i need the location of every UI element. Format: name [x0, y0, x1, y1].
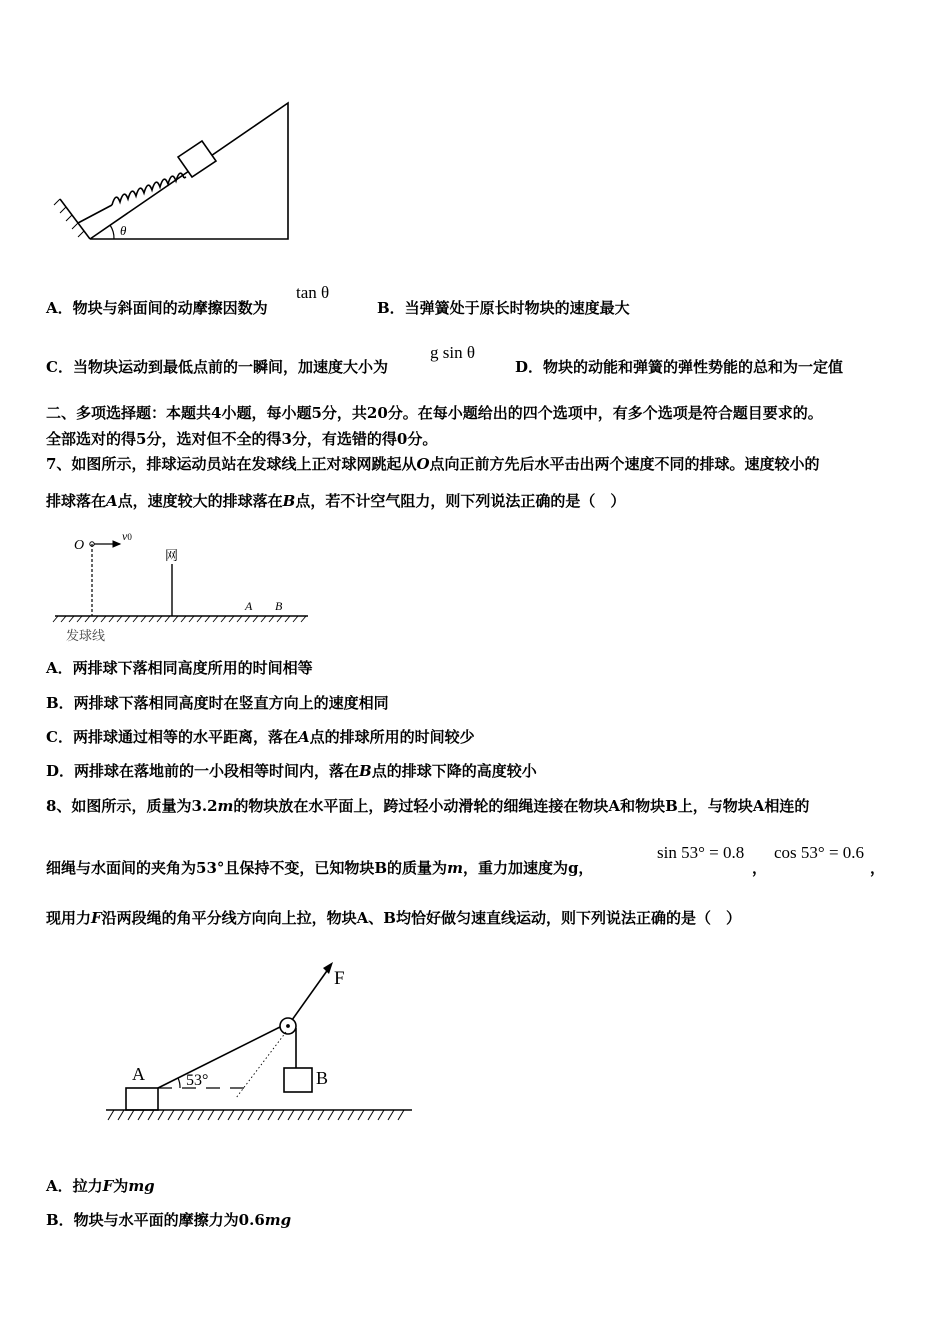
q6-option-a: A．物块与斜面间的动摩擦因数为: [46, 299, 268, 317]
q8-stem-line1: 8、如图所示，质量为3.2m的物块放在水平面上，跨过轻小动滑轮的细绳连接在物块A和物块B上，与物块A相连的: [46, 797, 810, 815]
q8-comma-1: ，: [752, 859, 768, 877]
q8-cos-value: cos 53° = 0.6: [774, 843, 865, 862]
q7-option-c: C．两排球通过相等的水平距离，落在A点的排球所用的时间较少: [46, 728, 475, 746]
q8-option-b: B．物块与水平面的摩擦力为0.6mg: [46, 1211, 292, 1229]
q8-stem-line2: 细绳与水面间的夹角为53°且保持不变，已知物块B的质量为m，重力加速度为g，: [46, 859, 594, 877]
point-a-label: A: [245, 599, 253, 613]
v0-label: v0: [122, 529, 132, 543]
section2-line2: 全部选对的得5分，选对但不全的得3分，有选错的得0分。: [46, 430, 438, 448]
q6-option-b: B．当弹簧处于原长时物块的速度最大: [377, 299, 630, 317]
q6-option-a-math: tan θ: [296, 283, 330, 302]
q7-option-b: B．两排球下落相同高度时在竖直方向上的速度相同: [46, 694, 389, 712]
q6-option-d: D．物块的动能和弹簧的弹性势能的总和为一定值: [515, 358, 844, 376]
q7-stem-line2: 排球落在A点，速度较大的排球落在B点，若不计空气阻力，则下列说法正确的是（ ）: [46, 492, 626, 510]
serve-line-label: 发球线: [66, 628, 106, 643]
angle-theta-label: θ: [120, 223, 127, 238]
q7-stem-line1: 7、如图所示，排球运动员站在发球线上正对球网跳起从O点向正前方先后水平击出两个速度不同的排球。速度较小的: [46, 455, 820, 473]
q8-option-a: A．拉力F为mg: [46, 1177, 155, 1195]
section2-line1: 二、多项选择题：本题共4小题，每小题5分，共20分。在每小题给出的四个选项中，有多个选项是符合题目要求的。: [46, 404, 823, 422]
net-label: 网: [165, 548, 179, 563]
q8-comma-2: ，: [870, 859, 886, 877]
angle-53-label: 53°: [186, 1072, 209, 1089]
q6-option-c: C．当物块运动到最低点前的一瞬间，加速度大小为: [46, 358, 388, 376]
q7-option-a: A．两排球下落相同高度所用的时间相等: [46, 659, 313, 677]
block-a-label: A: [132, 1064, 145, 1084]
q8-stem-line3: 现用力F沿两段绳的角平分线方向向上拉，物块A、B均恰好做匀速直线运动，则下列说法正确的是（ ）: [46, 909, 741, 927]
point-o-label: O: [74, 538, 85, 553]
volleyball-figure: [50, 528, 315, 646]
q6-option-c-math: g sin θ: [430, 343, 475, 362]
q8-sin-value: sin 53° = 0.8: [657, 843, 745, 862]
force-f-label: F: [334, 968, 345, 989]
pulley-figure: [100, 950, 420, 1130]
incline-spring-figure: [50, 95, 300, 250]
q7-option-d: D．两排球在落地前的一小段相等时间内，落在B点的排球下降的高度较小: [46, 762, 537, 780]
point-b-label: B: [275, 599, 283, 613]
block-b-label: B: [316, 1068, 329, 1088]
